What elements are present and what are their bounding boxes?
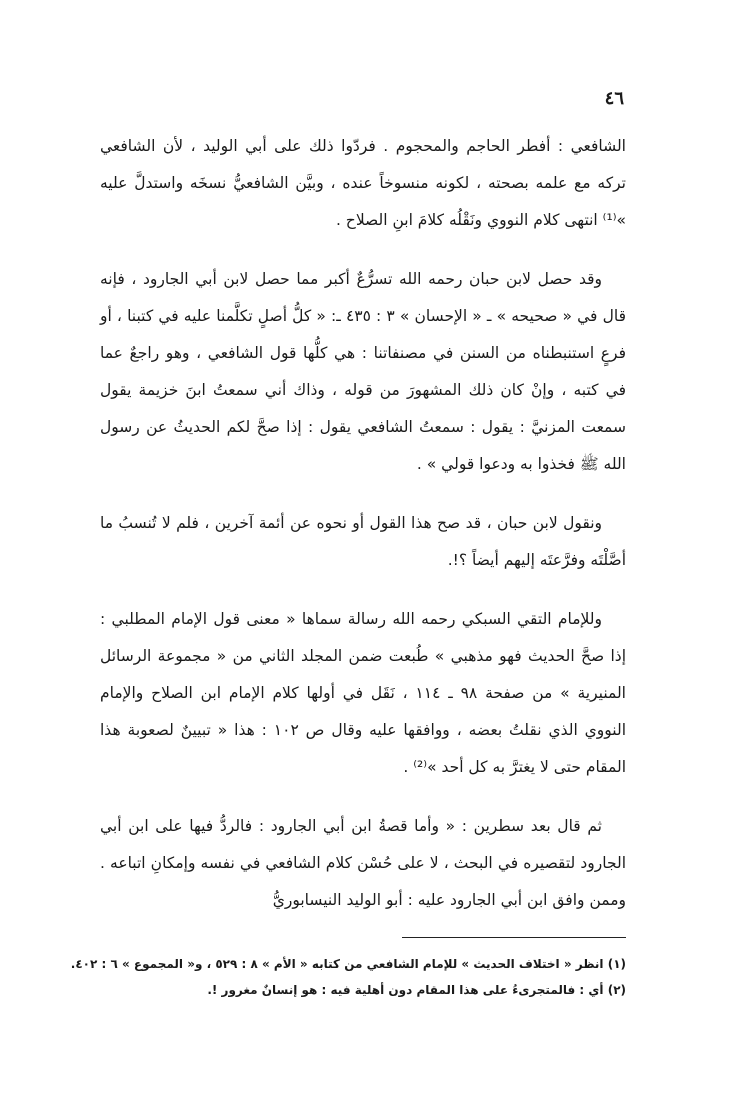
paragraph-3: ونقول لابن حبان ، قد صح هذا القول أو نحوه عن أئمة آخرين ، فلم لا تُنسبُ ما أصَّلْتَه وفرَّعتَه إليهم أيضاً ؟!. (100, 514, 626, 569)
page-number: ٤٦ (604, 88, 624, 109)
paragraph-5: ثم قال بعد سطرين : « وأما قصةُ ابن أبي الجارود : فالردُّ فيها على ابن أبي الجارود لتقصيره في البحث ، لا على حُسْن كلام الشافعي في نفسه وإمكانِ اتباعه . وممن وافق ابن أبي الجارود عليه : أبو الوليد النيسابوريُّ (100, 817, 626, 909)
paragraph-4: وللإمام التقي السبكي رحمه الله رسالة سماها « معنى قول الإمام المطلبي : إذا صحَّ الحديث فهو مذهبي » طُبعت ضمن المجلد الثاني من « مجموعة الرسائل المنيرية » من صفحة ٩٨ ـ ١١٤ ، نَقَل في أولها كلام الإمام ابن الصلاح والإمام النووي الذي نقلتُ بعضه ، ووافقها عليه وقال ص ١٠٢ : هذا « تبيينٌ لصعوبة هذا المقام حتى لا يغترَّ به كل أحد »⁽²⁾ . (100, 610, 626, 776)
main-text (100, 128, 626, 941)
paragraph-1: الشافعي : أفطر الحاجم والمحجوم . فردّوا ذلك على أبي الوليد ، لأن الشافعي تركه مع علمه بصحته ، لكونه منسوخاً عنده ، وبيَّن الشافعيُّ نسخَه واستدلَّ عليه »⁽¹⁾ انتهى كلام النووي ونَقْلُه كلامَ ابنِ الصلاح . (100, 137, 626, 229)
footnote-1: (١) انظر « اختلاف الحديث » للإمام الشافعي من كتابه « الأم » ٨ : ٥٢٩ ، و« المجموع » ٦ : ٤٠٢. (70, 957, 626, 971)
footnote-2: (٢) أي : فالمتجرىءُ على هذا المقام دون أهلية فيه : هو إنسانٌ مغرور !. (207, 983, 626, 997)
footnote-divider (402, 937, 626, 938)
paragraph-2: وقد حصل لابن حبان رحمه الله تسرُّعٌ أكبر مما حصل لابن أبي الجارود ، فإنه قال في « صحيحه » ـ « الإحسان » ٣ : ٤٣٥ ـ: « كلُّ أصلٍ تكلَّمنا عليه في كتبنا ، أو فرعٍ استنبطناه من السنن في مصنفاتنا : هي كلُّها قول الشافعي ، وهو راجعٌ عما في كتبه ، وإنْ كان ذلك المشهورَ من قوله ، وذاك أني سمعتُ ابنَ خزيمة يقول سمعت المزنيَّ : يقول : سمعتُ الشافعي يقول : إذا صحَّ لكم الحديثُ عن رسول الله ﷺ فخذوا به ودعوا قولي » . (100, 270, 626, 473)
footnotes (70, 951, 626, 1003)
